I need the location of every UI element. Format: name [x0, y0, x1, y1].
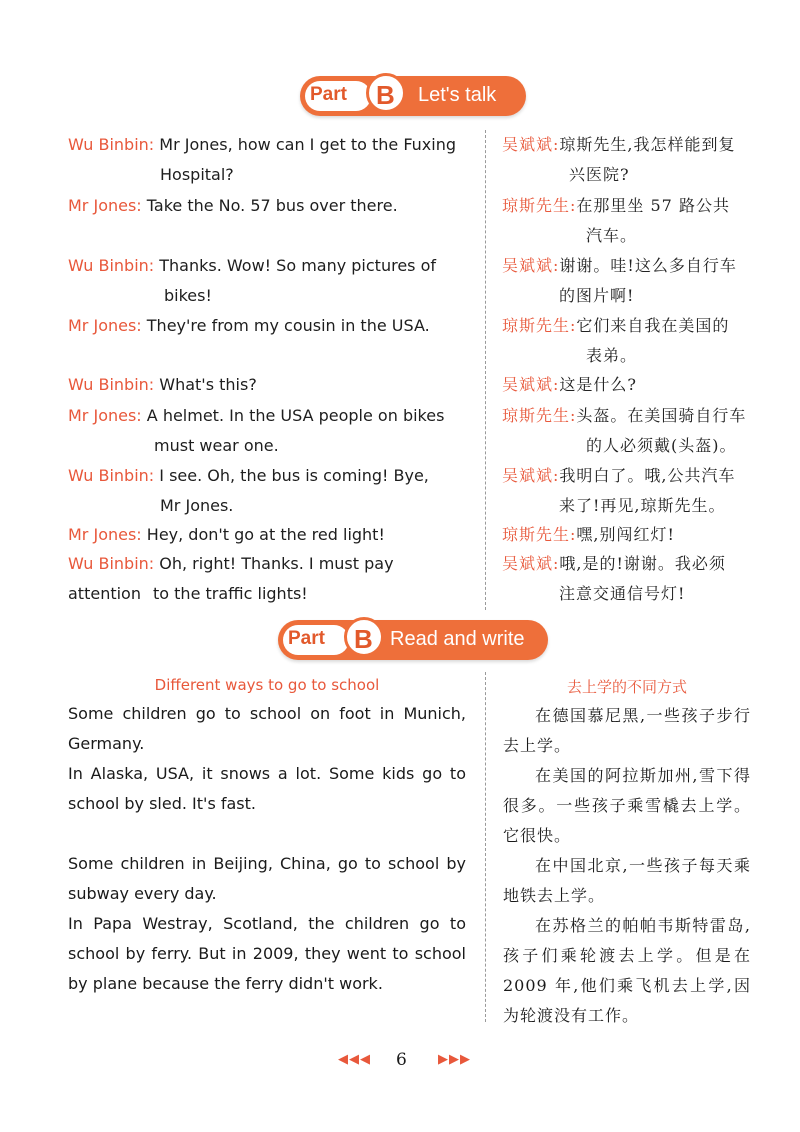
dialog-line-cn-cont: 表弟。 — [586, 346, 638, 365]
dialog-text: Hey, don't go at the red light! — [146, 525, 385, 544]
reading-paragraph-cn: 在苏格兰的帕帕韦斯特雷岛,孩子们乘轮渡去上学。但是在 2009 年,他们乘飞机去上学,因为轮渡没有工作。 — [503, 916, 751, 1025]
dialog-text: Oh, right! Thanks. I must pay attention — [68, 554, 394, 603]
speaker-name: Mr Jones: — [68, 196, 142, 215]
dialog-line-en — [68, 311, 468, 341]
dialog-text: 它们来自我在美国的 — [576, 316, 730, 335]
speaker-name: Mr Jones: — [68, 406, 142, 425]
page-number: 6 — [396, 1050, 407, 1070]
dialog-line-cn — [502, 370, 762, 400]
banner-letter: B — [354, 624, 373, 654]
reading-paragraph-en: Some children go to school on foot in Munich, Germany. — [68, 704, 466, 753]
speaker-name: Wu Binbin: — [68, 466, 155, 485]
speaker-name: 琼斯先生: — [502, 196, 577, 215]
page-footer — [0, 1050, 800, 1074]
dialog-text: Take the No. 57 bus over there. — [146, 196, 398, 215]
dialog-line-cn — [502, 401, 762, 431]
reading-divider — [485, 672, 486, 1022]
dialog-line-en — [68, 251, 468, 281]
dialog-line-en — [68, 401, 468, 431]
reading-paragraph-cn: 在中国北京,一些孩子每天乘地铁去上学。 — [503, 856, 751, 905]
dialog-line-cn — [502, 191, 762, 221]
speaker-name: 吴斌斌: — [502, 256, 560, 275]
reading-paragraph-en: In Papa Westray, Scotland, the children go to school by ferry. But in 2009, they went to school by plane because the ferry didn't work. — [68, 914, 466, 993]
right-arrows-icon: ▶▶▶ — [438, 1052, 471, 1067]
dialog-line-en-cont: to the traffic lights! — [153, 584, 308, 603]
reading-title-cn: 去上学的不同方式 — [566, 678, 687, 696]
banner-lets-talk — [300, 76, 526, 116]
dialog-line-en — [68, 191, 468, 221]
dialog-text: 头盔。在美国骑自行车 — [576, 406, 747, 425]
dialog-line-en-cont: must wear one. — [154, 436, 279, 455]
speaker-name: Mr Jones: — [68, 525, 142, 544]
dialog-line-cn — [502, 549, 762, 579]
reading-title-en: Different ways to go to school — [154, 676, 380, 694]
dialog-line-cn-cont: 兴医院? — [569, 165, 630, 184]
dialog-line-cn — [502, 130, 762, 160]
dialog-text: 谢谢。哇!这么多自行车 — [559, 256, 737, 275]
dialog-text: 哦,是的!谢谢。我必须 — [559, 554, 726, 573]
left-arrows-icon: ◀◀◀ — [338, 1052, 371, 1067]
speaker-name: Wu Binbin: — [68, 375, 155, 394]
dialog-line-en-cont: Mr Jones. — [160, 496, 234, 515]
dialog-text: 这是什么? — [559, 375, 637, 394]
dialog-divider — [485, 130, 486, 610]
banner-title: Read and write — [390, 628, 525, 650]
speaker-name: Mr Jones: — [68, 316, 142, 335]
dialog-line-en — [68, 520, 468, 550]
speaker-name: 琼斯先生: — [502, 406, 577, 425]
dialog-line-cn-cont: 汽车。 — [586, 226, 638, 245]
speaker-name: 琼斯先生: — [502, 316, 577, 335]
dialog-text: Mr Jones, how can I get to the Fuxing — [159, 135, 456, 154]
reading-paragraph-cn: 在德国慕尼黑,一些孩子步行去上学。 — [503, 706, 751, 755]
dialog-line-cn — [502, 461, 762, 491]
speaker-name: Wu Binbin: — [68, 256, 155, 275]
speaker-name: Wu Binbin: — [68, 554, 155, 573]
dialog-line-cn — [502, 520, 762, 550]
speaker-name: 吴斌斌: — [502, 375, 560, 394]
dialog-line-cn-cont: 的图片啊! — [559, 286, 635, 305]
dialog-text: What's this? — [159, 375, 257, 394]
dialog-line-en — [68, 370, 468, 400]
reading-paragraph-en: In Alaska, USA, it snows a lot. Some kids go to school by sled. It's fast. — [68, 764, 466, 813]
dialog-line-en — [68, 461, 468, 491]
banner-read-and-write — [278, 620, 548, 660]
dialog-text: 我明白了。哦,公共汽车 — [559, 466, 736, 485]
dialog-text: I see. Oh, the bus is coming! Bye, — [159, 466, 429, 485]
speaker-name: Wu Binbin: — [68, 135, 155, 154]
dialog-text: Thanks. Wow! So many pictures of — [159, 256, 436, 275]
banner-part-label: Part — [288, 628, 325, 649]
dialog-line-en-cont: bikes! — [164, 286, 212, 305]
speaker-name: 吴斌斌: — [502, 554, 560, 573]
dialog-text: 嘿,别闯红灯! — [576, 525, 675, 544]
dialog-text: 琼斯先生,我怎样能到复 — [559, 135, 736, 154]
dialog-line-cn-cont: 的人必须戴(头盔)。 — [586, 436, 737, 455]
reading-paragraph-en: Some children in Beijing, China, go to school by subway every day. — [68, 854, 466, 903]
dialog-line-cn — [502, 311, 762, 341]
speaker-name: 琼斯先生: — [502, 525, 577, 544]
dialog-line-cn-cont: 注意交通信号灯! — [559, 584, 686, 603]
dialog-line-en — [68, 130, 468, 160]
dialog-text: 在那里坐 57 路公共 — [576, 196, 730, 215]
dialog-line-cn-cont: 来了!再见,琼斯先生。 — [559, 496, 726, 515]
banner-part-label: Part — [310, 84, 347, 105]
banner-letter: B — [376, 80, 395, 110]
reading-paragraph-cn: 在美国的阿拉斯加州,雪下得很多。一些孩子乘雪橇去上学。它很快。 — [503, 766, 751, 845]
speaker-name: 吴斌斌: — [502, 135, 560, 154]
dialog-text: A helmet. In the USA people on bikes — [146, 406, 445, 425]
speaker-name: 吴斌斌: — [502, 466, 560, 485]
banner-title: Let's talk — [418, 84, 497, 106]
dialog-line-en-cont: Hospital? — [160, 165, 234, 184]
dialog-text: They're from my cousin in the USA. — [146, 316, 430, 335]
dialog-line-cn — [502, 251, 762, 281]
